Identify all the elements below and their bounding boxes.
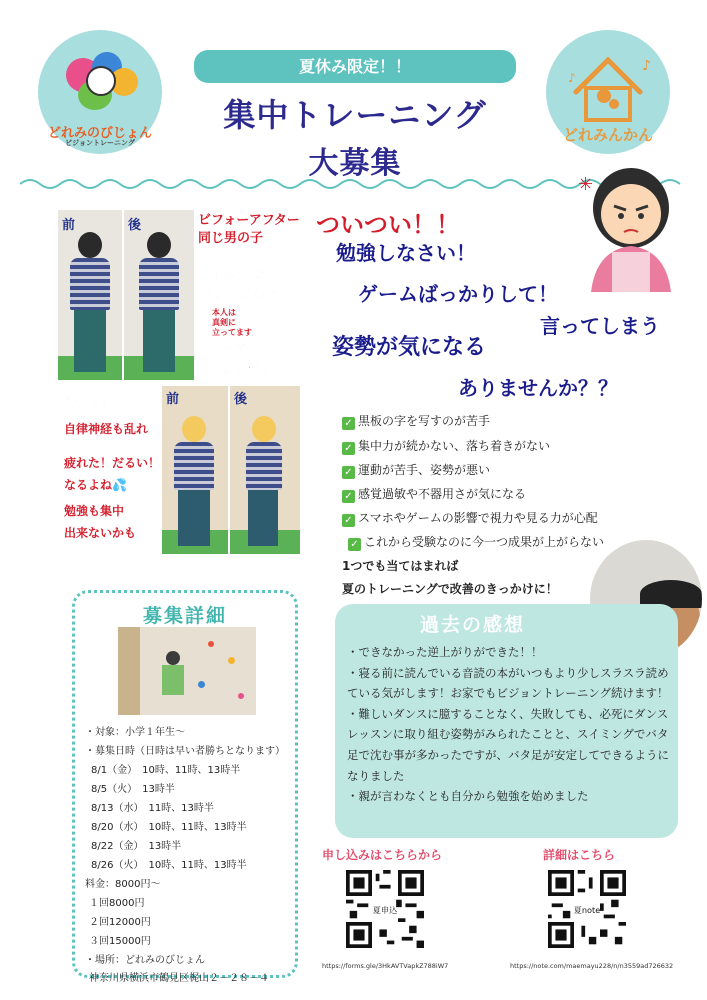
side-pop-3: 疲れた！だるい！ なるよね💦 (64, 456, 161, 492)
impression-item: ・寝る前に読んでいる音読の本がいつもより少しスラスラ読めている気がします！お家でもビジョントレーニング続けます！ (347, 665, 669, 701)
checklist-item: ✓ 集中力が続かない、落ち着きがない (342, 437, 550, 455)
checklist-footer-2: 夏のトレーニングで改善のきっかけに！ (342, 582, 558, 596)
after-photo-2 (230, 386, 300, 554)
detail-fee-item: ２回12000円 (89, 917, 151, 928)
logo-name: どれみんかん (562, 126, 653, 144)
detail-schedule-heading: ・募集日時（日時は早い者勝ちとなります） (85, 746, 285, 757)
before-label: 前 (62, 218, 76, 233)
climbing-wall-photo (118, 627, 256, 715)
impression-item: ・できなかった逆上がりができた！！ (347, 645, 543, 659)
caption-straight: まっすぐも 難しい様子 (208, 342, 274, 377)
impression-item: ・難しいダンスに臆することなく、失敗しても、必死にダンスレッスンに取り組む姿勢がみられたことと、スイミングでバタ足で沈む事が多かったですが、バタ足が安定してできるようになりました (347, 706, 669, 783)
detail-place: ・場所：どれみのびじょん (85, 955, 205, 966)
impressions-title: 過去の感想 (420, 614, 526, 636)
side-pop-4: 勉強も集中 出来ないかも (64, 504, 137, 540)
worry-line-5: 姿勢が気になる (332, 335, 487, 360)
detail-date: 8/20（水） 10時、11時、13時半 (91, 822, 247, 833)
apply-url[interactable]: https://forms.gle/3HkAVTVapkZ788iW7 (322, 962, 449, 970)
worry-line-6: ありませんか？？ (458, 376, 618, 400)
doremi-vision-logo (38, 30, 162, 154)
detail-date: 8/5（火） 13時半 (91, 784, 175, 795)
checklist-item: ✓ スマホやゲームの影響で視力や見る力が心配 (342, 509, 598, 527)
checklist-footer-1: 1つでも当てはまれば (342, 559, 459, 573)
angry-mother-illustration (576, 162, 686, 292)
checklist-item: ✓ 感覚過敏や不器用さが気になる (342, 485, 526, 503)
before-photo (58, 210, 122, 380)
check-icon: ✓ (342, 442, 355, 455)
checklist-item: ✓ 運動が苦手、姿勢が悪い (342, 461, 490, 479)
apply-label: 申し込みはこちらから (322, 848, 443, 862)
logo-name: どれみのびじょん (47, 126, 152, 141)
after-label: 後 (128, 218, 142, 233)
checklist-item: ✓ 黒板の字を写すのが苦手 (342, 412, 490, 430)
svg-text:✳: ✳ (578, 174, 594, 195)
details-title: 募集詳細 (142, 605, 227, 627)
page-title: 集中トレーニング (223, 96, 487, 134)
worry-line-3: ゲームばっかりして！ (358, 282, 558, 306)
svg-text:夏note: 夏note (573, 905, 601, 916)
logo-subtitle: ビジョントレーニング (65, 139, 135, 147)
side-pop-1: これでは (60, 395, 116, 411)
before-label-2: 前 (166, 392, 180, 407)
more-info-url[interactable]: https://note.com/maemayu228/n/n3559ad726632 (510, 962, 674, 970)
svg-text:♪: ♪ (642, 58, 651, 74)
detail-fee-item: １回8000円 (89, 898, 145, 909)
detail-fee: 料金：8000円～ (85, 879, 161, 890)
detail-date: 8/26（火） 10時、11時、13時半 (91, 860, 247, 871)
after-photo (124, 210, 194, 380)
summer-limited-banner: 夏休み限定！！ (194, 50, 516, 83)
svg-text:♪: ♪ (568, 71, 576, 85)
detail-date: 8/1（金） 10時、11時、13時半 (91, 765, 241, 776)
after-label-2: 後 (234, 392, 248, 407)
impressions-box (335, 604, 678, 838)
impression-item: ・親が言わなくとも自分から勉強を始めました (347, 789, 589, 804)
check-icon: ✓ (342, 490, 355, 503)
detail-date: 8/22（金） 13時半 (91, 841, 182, 852)
worry-line-1: ついつい！！ (316, 211, 460, 239)
check-icon: ✓ (342, 417, 355, 430)
check-icon: ✓ (348, 538, 361, 551)
caption-shoulder: 右肩はかなり 傾いてました (200, 268, 279, 302)
side-pop-2: 自律神経も乱れ (64, 422, 149, 436)
more-info-label: 詳細はこちら (543, 848, 616, 862)
check-icon: ✓ (342, 514, 355, 527)
apply-qr-code[interactable] (346, 870, 424, 948)
svg-text:夏申込: 夏申込 (372, 905, 398, 916)
details-box (72, 590, 298, 984)
worry-line-4: 言ってしまう (540, 314, 660, 338)
more-info-qr-code[interactable] (548, 870, 626, 948)
detail-target: ・対象：小学１年生～ (85, 727, 185, 738)
detail-fee-item: ３回15000円 (89, 936, 151, 947)
check-icon: ✓ (342, 466, 355, 479)
detail-date: 8/13（水） 11時、13時半 (91, 803, 214, 814)
page-title-line2: 大募集 (308, 146, 402, 181)
doreminkan-logo (546, 30, 670, 154)
caption-serious: 本人は 真剣に 立ってます (212, 308, 252, 337)
worry-line-2: 勉強しなさい！ (336, 241, 476, 265)
before-after-caption-title: ビフォーアフター 同じ男の子 (198, 213, 300, 246)
detail-address: 神奈川県横浜市鶴見区梶山２－２８－４ (89, 973, 269, 984)
checklist-item: ✓ これから受験なのに今一つ成果が上がらない (348, 533, 604, 551)
before-photo-2 (162, 386, 228, 554)
impressions-body (347, 642, 673, 807)
